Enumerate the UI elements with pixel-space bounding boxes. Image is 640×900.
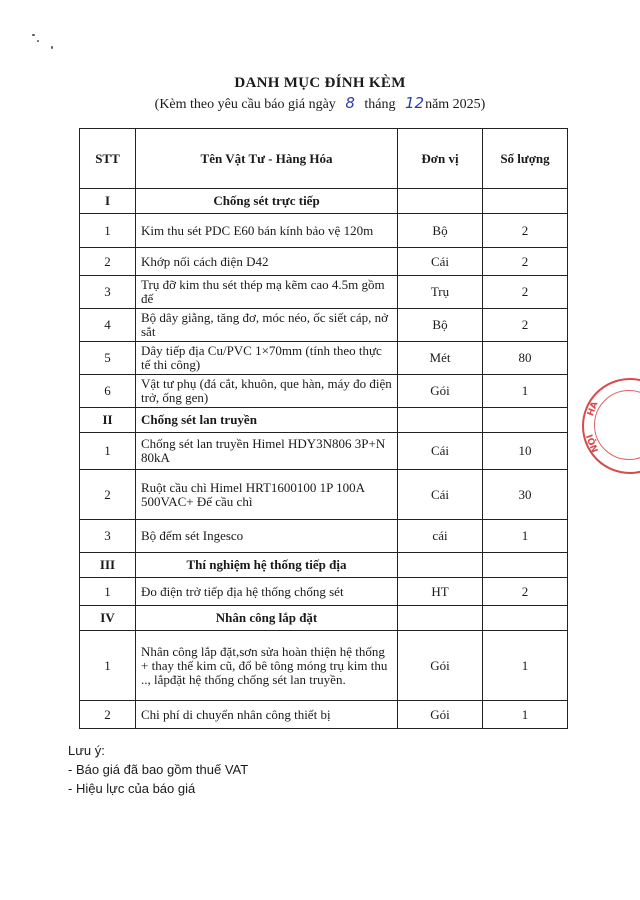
- section-number: IV: [80, 606, 136, 631]
- cell-unit: cái: [398, 520, 483, 553]
- section-row: [80, 606, 568, 631]
- header-name: Tên Vật Tư - Hàng Hóa: [136, 129, 398, 189]
- cell-stt: 3: [80, 520, 136, 553]
- subtitle-suffix: năm 2025): [425, 97, 486, 112]
- cell-stt: 2: [80, 701, 136, 729]
- cell-stt: 4: [80, 309, 136, 342]
- cell-stt: 2: [80, 470, 136, 520]
- section-row: [80, 408, 568, 433]
- empty-cell: [483, 189, 568, 214]
- table-row: [80, 433, 568, 470]
- empty-cell: [398, 189, 483, 214]
- cell-stt: 1: [80, 433, 136, 470]
- cell-stt: 5: [80, 342, 136, 375]
- notes-heading: Lưu ý:: [68, 743, 105, 758]
- stamp-text-side: NỘI: [585, 432, 602, 454]
- cell-unit: Bộ: [398, 214, 483, 248]
- cell-stt: 1: [80, 578, 136, 606]
- cell-stt: 3: [80, 276, 136, 309]
- cell-qty: 2: [483, 578, 568, 606]
- cell-name: Vật tư phụ (đá cắt, khuôn, que hàn, máy đo điện trở, ống gen): [136, 375, 398, 408]
- cell-name: Chi phí di chuyển nhân công thiết bị: [136, 701, 398, 729]
- cell-name: Nhân công lắp đặt,sơn sửa hoàn thiện hệ thống + thay thế kim cũ, đổ bê tông móng trụ kim thu .., lắpđặt hệ thống chống sét lan truyền.: [136, 631, 398, 701]
- table-row: [80, 375, 568, 408]
- section-row: [80, 553, 568, 578]
- cell-qty: 2: [483, 248, 568, 276]
- notes-block: [68, 741, 248, 798]
- section-number: II: [80, 408, 136, 433]
- scan-speck: [32, 34, 35, 36]
- scan-speck: [37, 40, 39, 42]
- header-stt: STT: [80, 129, 136, 189]
- table-row: [80, 520, 568, 553]
- cell-qty: 2: [483, 214, 568, 248]
- table-row: [80, 276, 568, 309]
- empty-cell: [483, 553, 568, 578]
- stamp-text-top: HÀ: [586, 400, 601, 418]
- cell-qty: 1: [483, 631, 568, 701]
- subtitle-prefix: (Kèm theo yêu cầu báo giá ngày: [154, 97, 336, 112]
- cell-name: Ruột cầu chì Himel HRT1600100 1P 100A 500VAC+ Đế cầu chì: [136, 470, 398, 520]
- table-row: [80, 309, 568, 342]
- cell-unit: HT: [398, 578, 483, 606]
- cell-name: Kim thu sét PDC E60 bán kính bảo vệ 120m: [136, 214, 398, 248]
- table-row: [80, 631, 568, 701]
- cell-qty: 1: [483, 701, 568, 729]
- cell-qty: 1: [483, 520, 568, 553]
- header-qty: Số lượng: [483, 129, 568, 189]
- section-title: Chống sét lan truyền: [136, 408, 398, 433]
- cell-unit: Cái: [398, 248, 483, 276]
- section-number: III: [80, 553, 136, 578]
- section-title: Nhân công lắp đặt: [136, 606, 398, 631]
- document-title: DANH MỤC ĐÍNH KÈM: [234, 75, 406, 91]
- note-item: - Hiệu lực của báo giá: [68, 781, 196, 796]
- section-title: Chống sét trực tiếp: [136, 189, 398, 214]
- cell-name: Chống sét lan truyền Himel HDY3N806 3P+N 80kA: [136, 433, 398, 470]
- empty-cell: [398, 606, 483, 631]
- cell-stt: 6: [80, 375, 136, 408]
- cell-name: Dây tiếp địa Cu/PVC 1×70mm (tính theo thực tế thi công): [136, 342, 398, 375]
- cell-name: Khớp nối cách điện D42: [136, 248, 398, 276]
- cell-unit: Mét: [398, 342, 483, 375]
- header-unit: Đơn vị: [398, 129, 483, 189]
- cell-qty: 2: [483, 309, 568, 342]
- cell-qty: 1: [483, 375, 568, 408]
- empty-cell: [398, 553, 483, 578]
- section-number: I: [80, 189, 136, 214]
- handwritten-month: 12: [404, 94, 425, 112]
- document-subtitle: [0, 94, 640, 113]
- cell-unit: Gói: [398, 375, 483, 408]
- cell-unit: Cái: [398, 433, 483, 470]
- cell-unit: Bộ: [398, 309, 483, 342]
- red-stamp: [582, 378, 640, 474]
- cell-name: Trụ đỡ kim thu sét thép mạ kẽm cao 4.5m gồm đế: [136, 276, 398, 309]
- section-row: [80, 189, 568, 214]
- handwritten-day: 8: [345, 94, 355, 112]
- materials-table: [79, 128, 568, 729]
- cell-name: Đo điện trở tiếp địa hệ thống chống sét: [136, 578, 398, 606]
- empty-cell: [483, 408, 568, 433]
- cell-unit: Gói: [398, 701, 483, 729]
- cell-stt: 2: [80, 248, 136, 276]
- cell-name: Bộ dây giằng, tăng đơ, móc néo, ốc siết cáp, nở sắt: [136, 309, 398, 342]
- cell-unit: Cái: [398, 470, 483, 520]
- table-row: [80, 248, 568, 276]
- empty-cell: [483, 606, 568, 631]
- table-row: [80, 214, 568, 248]
- cell-qty: 30: [483, 470, 568, 520]
- scan-speck: [51, 46, 53, 49]
- cell-stt: 1: [80, 214, 136, 248]
- cell-qty: 80: [483, 342, 568, 375]
- subtitle-month-label: tháng: [364, 97, 396, 112]
- section-title: Thí nghiệm hệ thống tiếp địa: [136, 553, 398, 578]
- cell-qty: 10: [483, 433, 568, 470]
- cell-name: Bộ đếm sét Ingesco: [136, 520, 398, 553]
- cell-qty: 2: [483, 276, 568, 309]
- cell-unit: Trụ: [398, 276, 483, 309]
- cell-unit: Gói: [398, 631, 483, 701]
- table-row: [80, 470, 568, 520]
- cell-stt: 1: [80, 631, 136, 701]
- table-row: [80, 342, 568, 375]
- note-item: - Báo giá đã bao gồm thuế VAT: [68, 762, 249, 777]
- table-row: [80, 578, 568, 606]
- table-row: [80, 701, 568, 729]
- empty-cell: [398, 408, 483, 433]
- table-header-row: [80, 129, 568, 189]
